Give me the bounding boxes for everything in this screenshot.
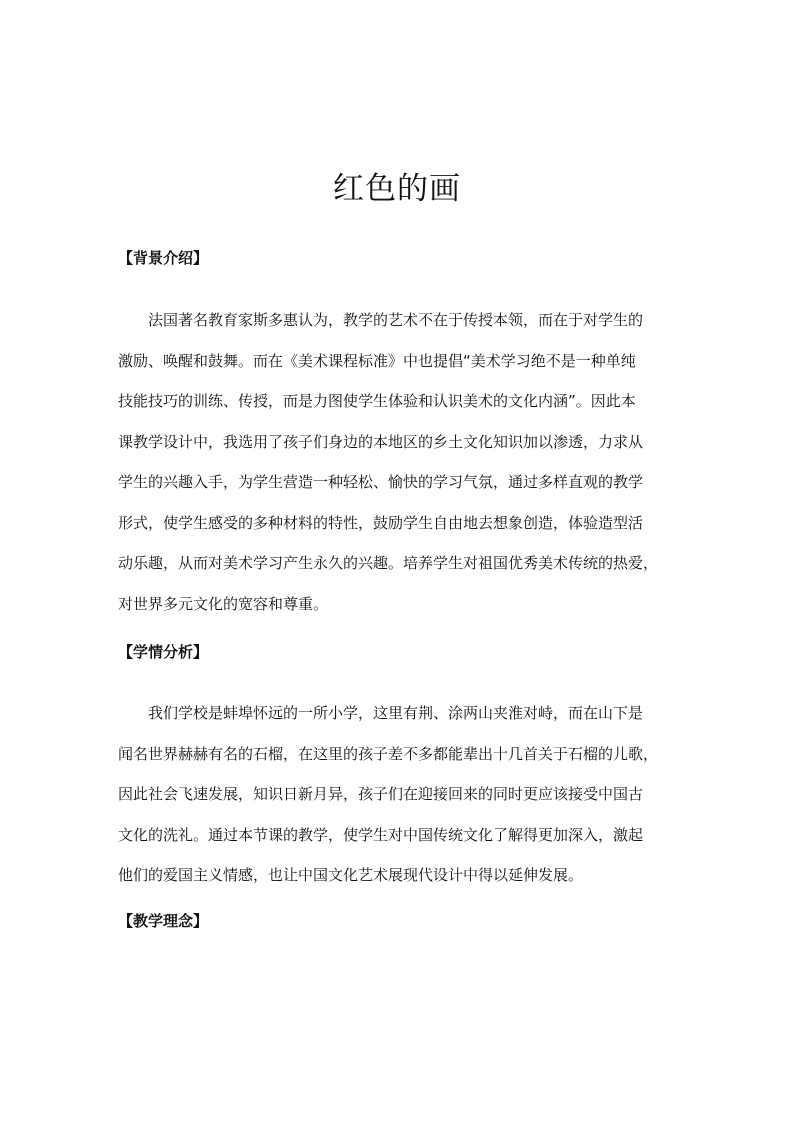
section-heading-background: 【背景介绍】 bbox=[118, 249, 209, 267]
paragraph-line: 文化的洗礼。通过本节课的教学，使学生对中国传统文化了解得更加深入，激起 bbox=[118, 825, 644, 844]
paragraph-line: 我们学校是蚌埠怀远的一所小学，这里有荆、涂两山夹淮对峙，而在山下是 bbox=[148, 704, 644, 722]
section-heading-student-analysis: 【学情分析】 bbox=[118, 643, 209, 661]
paragraph-line: 闻名世界赫赫有名的石榴，在这里的孩子差不多都能辈出十几首关于石榴的儿歌， bbox=[118, 744, 659, 763]
paragraph-line: 课教学设计中，我选用了孩子们身边的本地区的乡土文化知识加以渗透，力求从 bbox=[118, 432, 644, 451]
paragraph-line: 他们的爱国主义情感，也让中国文化艺术展现代设计中得以延伸发展。 bbox=[118, 866, 584, 884]
paragraph-line: 学生的兴趣入手，为学生营造一种轻松、愉快的学习气氛，通过多样直观的教学 bbox=[118, 473, 644, 491]
paragraph-line: 激励、唤醒和鼓舞。而在《美术课程标准》中也提倡“美术学习绝不是一种单纯 bbox=[118, 351, 636, 370]
paragraph-student-analysis bbox=[118, 693, 680, 896]
document-title: 红色的画 bbox=[333, 171, 461, 207]
paragraph-line: 动乐趣，从而对美术学习产生永久的兴趣。培养学生对祖国优秀美术传统的热爱， bbox=[118, 554, 659, 572]
paragraph-background bbox=[118, 300, 680, 624]
paragraph-line: 因此社会飞速发展，知识日新月异，孩子们在迎接回来的同时更应该接受中国古 bbox=[118, 785, 644, 803]
section-heading-teaching-philosophy: 【教学理念】 bbox=[118, 912, 209, 930]
paragraph-line: 法国著名教育家斯多惠认为，教学的艺术不在于传授本领，而在于对学生的 bbox=[148, 311, 644, 329]
paragraph-line: 形式，使学生感受的多种材料的特性，鼓励学生自由地去想象创造，体验造型活 bbox=[118, 513, 644, 532]
paragraph-line: 技能技巧的训练、传授，而是力图使学生体验和认识美术的文化内涵”。因此本 bbox=[118, 392, 636, 410]
paragraph-line: 对世界多元文化的宽容和尊重。 bbox=[118, 594, 329, 613]
